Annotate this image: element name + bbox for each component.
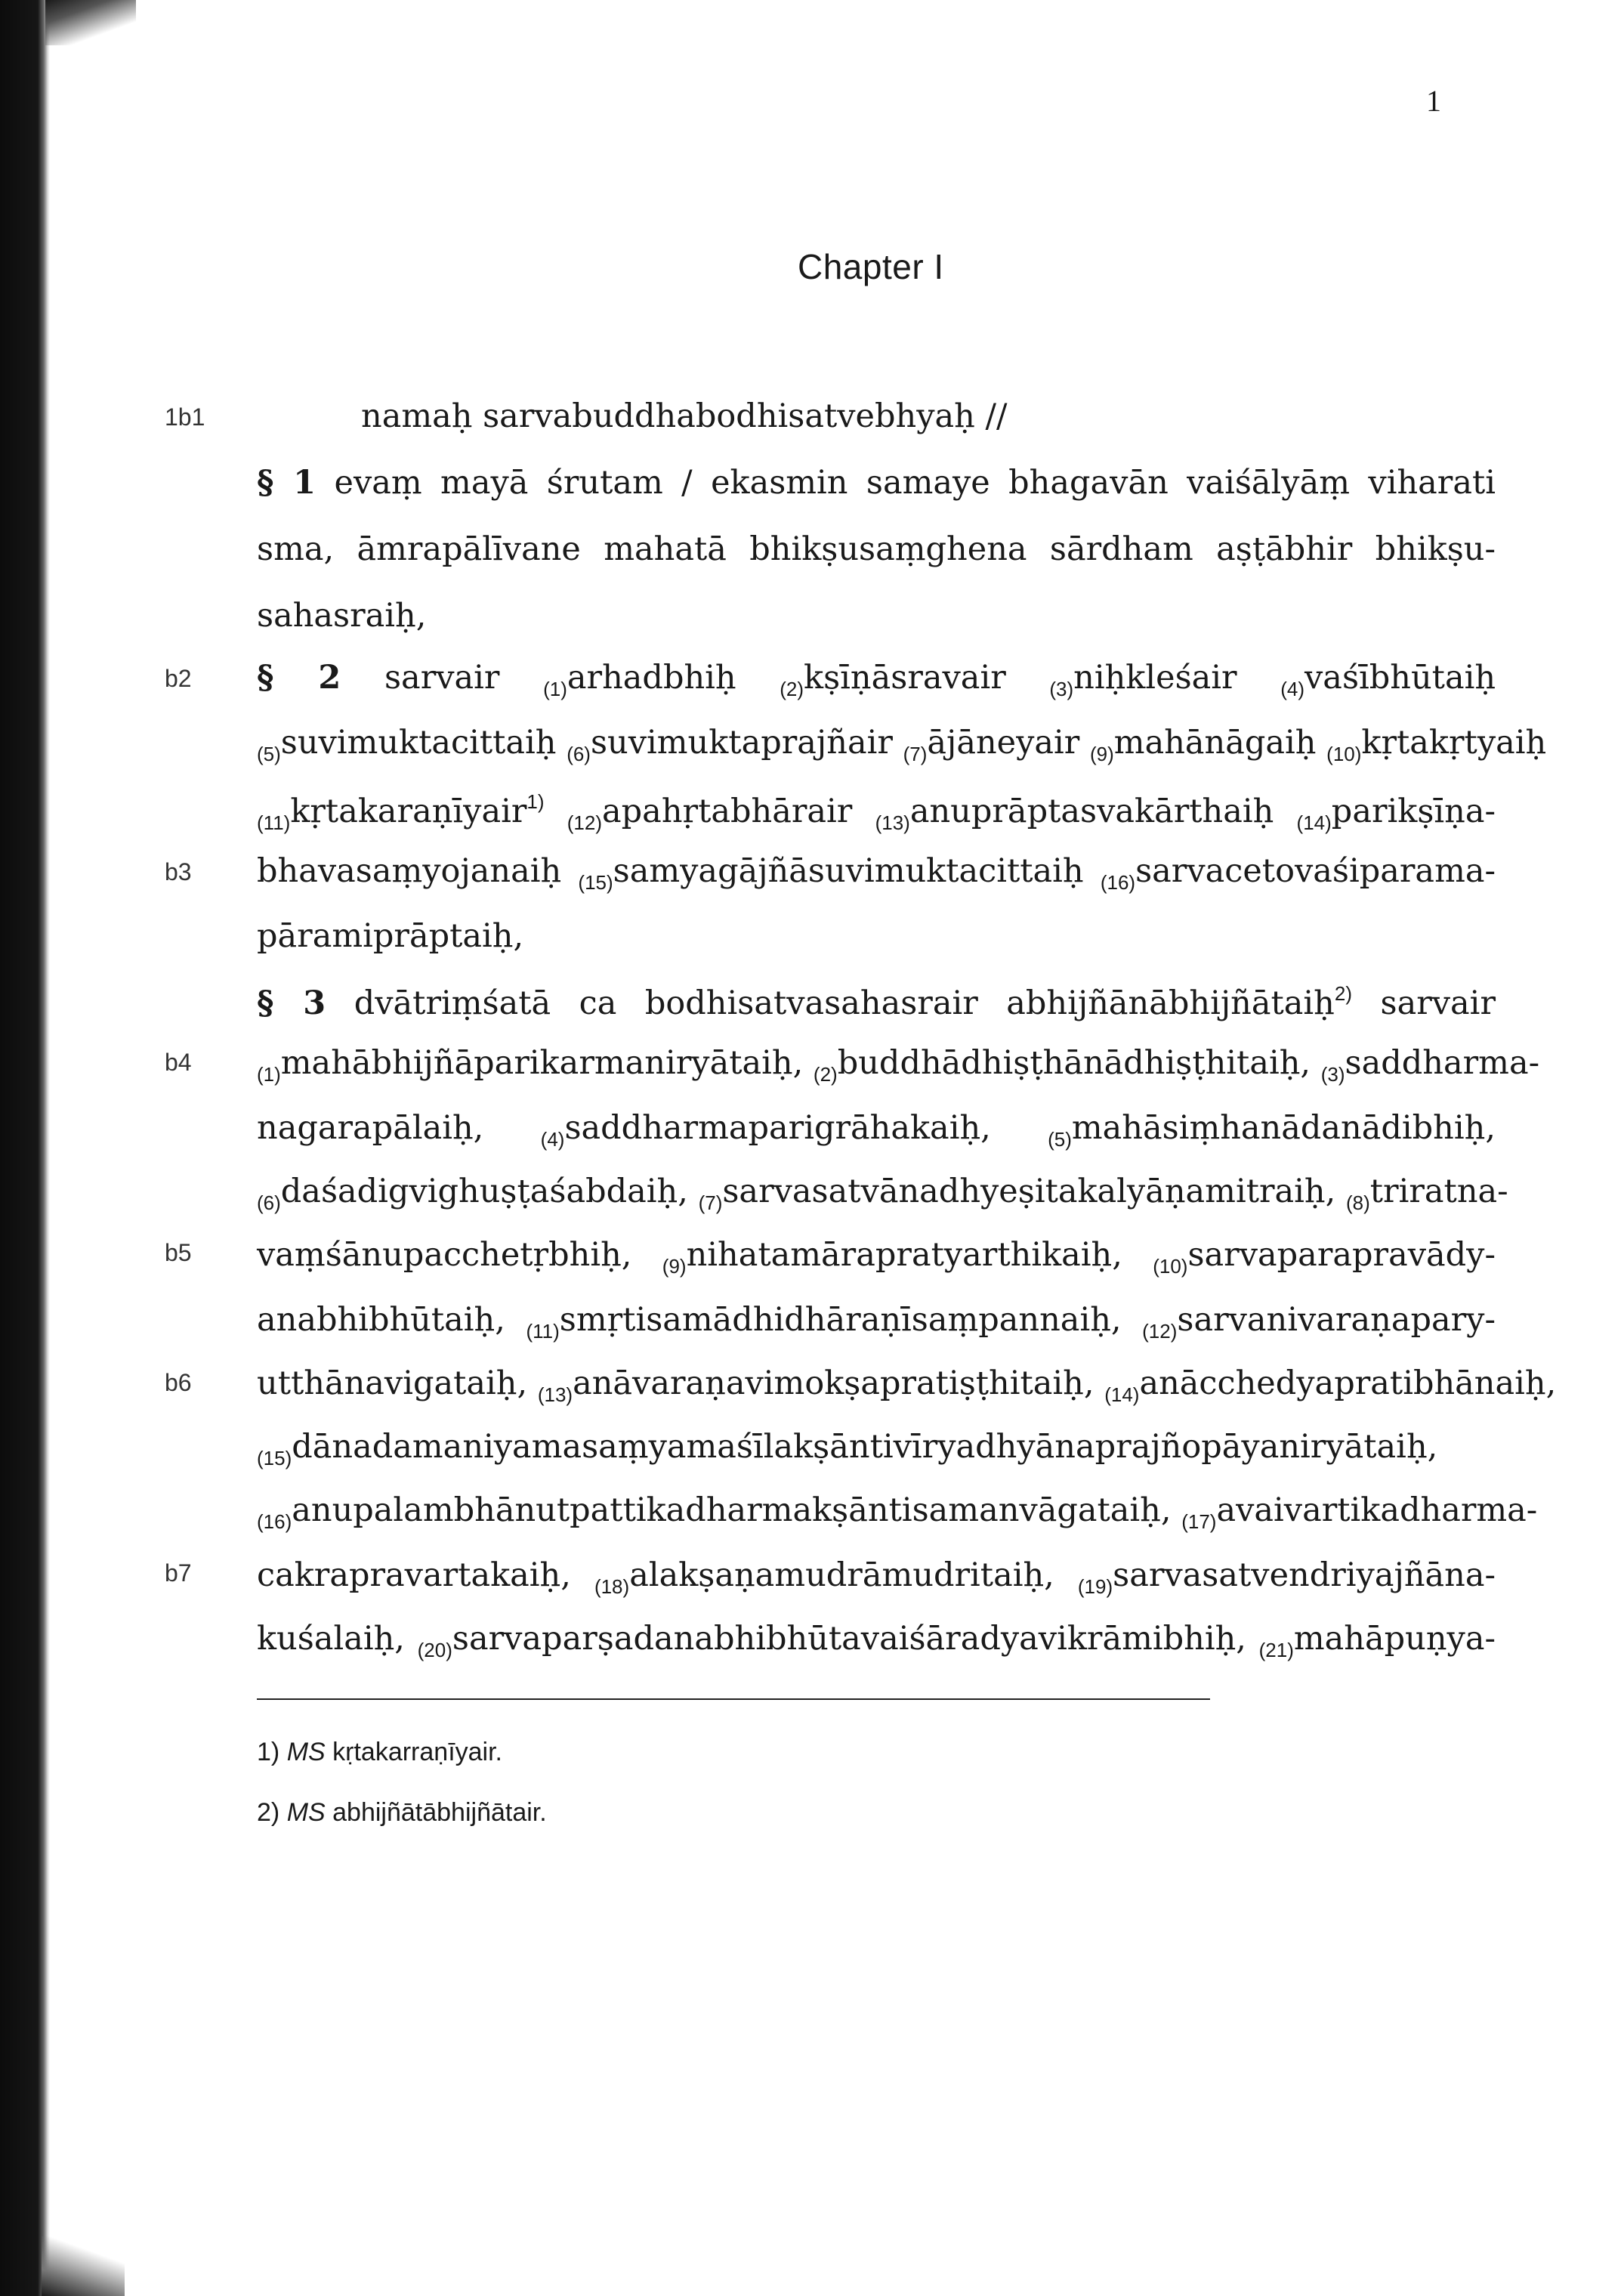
item-number: (18)	[594, 1575, 630, 1598]
text-run: arhadbhiḥ	[567, 659, 736, 697]
text-line	[257, 984, 1496, 1020]
text-run: niḥkleśair	[1073, 659, 1237, 697]
text-run: samyagājñāsuvimuktacittaiḥ	[613, 852, 1084, 890]
page-number: 1	[1426, 84, 1441, 118]
item-number: (16)	[1100, 871, 1136, 894]
item-number: (10)	[1326, 743, 1362, 765]
text-line	[257, 1364, 1557, 1406]
text-run: smṛtisamādhidhāraṇīsaṃpannaiḥ,	[559, 1301, 1122, 1339]
text-run: sarvanivaraṇapary-	[1177, 1301, 1496, 1339]
text-run: kṛtakṛtyaiḥ	[1361, 724, 1547, 762]
text-run: sarvacetovaśiparama-	[1135, 852, 1496, 890]
text-line	[257, 1556, 1496, 1598]
text-run: mahāpuṇya-	[1293, 1620, 1496, 1658]
item-number: (15)	[578, 871, 613, 894]
text-run: suvimuktacittaiḥ	[280, 724, 557, 762]
text-run: pāramiprāptaiḥ,	[257, 917, 524, 955]
text-line	[257, 1109, 1496, 1151]
item-number: (12)	[1142, 1320, 1178, 1343]
text-line	[257, 1491, 1538, 1533]
item-number: (2)	[813, 1063, 838, 1086]
section-mark: § 1	[257, 464, 316, 502]
item-number: (5)	[257, 743, 281, 765]
margin-ref: b4	[165, 1049, 192, 1076]
item-number: (11)	[526, 1320, 560, 1343]
text-run: apahṛtabhārair	[602, 793, 853, 830]
text-run: anuprāptasvakārthaiḥ	[909, 793, 1274, 830]
text-line	[257, 1301, 1496, 1343]
text-line	[257, 917, 1496, 955]
text-run: nihatamārapratyarthikaiḥ,	[686, 1236, 1122, 1274]
text-run: utthānavigataiḥ,	[257, 1364, 528, 1402]
footnote-text: kṛtakarraṇīyair.	[332, 1738, 502, 1766]
text-run: saddharma-	[1345, 1044, 1540, 1082]
footnote-number: 1)	[257, 1738, 280, 1766]
text-run: buddhādhiṣṭhānādhiṣṭhitaiḥ,	[837, 1044, 1311, 1082]
text-line	[257, 659, 1496, 700]
item-number: (16)	[257, 1510, 292, 1533]
text-line	[257, 852, 1496, 894]
text-line	[257, 1428, 1496, 1469]
item-number: (6)	[257, 1191, 281, 1214]
chapter-title: Chapter I	[798, 247, 944, 286]
item-number: (1)	[257, 1063, 281, 1086]
text-run: anāvaraṇavimokṣapratiṣṭhitaiḥ,	[573, 1364, 1095, 1402]
item-number: (20)	[417, 1639, 452, 1661]
text-line	[257, 792, 1496, 833]
footnote-number: 2)	[257, 1798, 280, 1827]
footnote-ref: 2)	[1334, 982, 1352, 1005]
binding-shadow	[0, 0, 50, 2296]
margin-ref: b3	[165, 858, 192, 885]
text-run: avaivartikadharma-	[1216, 1491, 1538, 1529]
text-run: ājāneyair	[927, 724, 1080, 762]
item-number: (1)	[543, 678, 567, 700]
text-run: sarvasatvendriyajñāna-	[1113, 1556, 1496, 1594]
text-run: kṣīṇāsravair	[804, 659, 1006, 697]
text-run: mahānāgaiḥ	[1113, 724, 1317, 762]
item-number: (7)	[903, 743, 928, 765]
item-number: (2)	[780, 678, 804, 700]
text-run: anabhibhūtaiḥ,	[257, 1301, 505, 1339]
margin-ref: b6	[165, 1369, 192, 1396]
text-run: mahābhijñāparikarmaniryātaiḥ,	[280, 1044, 804, 1082]
footnote-ref: 1)	[526, 790, 545, 813]
text-run: cakrapravartakaiḥ,	[257, 1556, 571, 1594]
text-run: alakṣaṇamudrāmudritaiḥ,	[629, 1556, 1054, 1594]
text-run: sarvair	[384, 659, 500, 697]
item-number: (9)	[662, 1255, 687, 1278]
text-run: anupalambhānutpattikadharmakṣāntisamanvāgataiḥ,	[292, 1491, 1172, 1529]
item-number: (5)	[1048, 1128, 1072, 1151]
text-run: saddharmaparigrāhakaiḥ,	[564, 1109, 991, 1147]
item-number: (17)	[1181, 1510, 1217, 1533]
binding-shadow-bottom	[42, 2236, 125, 2296]
text-run: sarvaparapravādy-	[1187, 1236, 1496, 1274]
text-line	[257, 597, 1496, 635]
text-run: dānadamaniyamasaṃyamaśīlakṣāntivīryadhyānaprajñopāyaniryātaiḥ,	[292, 1428, 1438, 1466]
item-number: (3)	[1320, 1063, 1345, 1086]
item-number: (13)	[537, 1383, 573, 1406]
item-number: (4)	[1280, 678, 1305, 700]
text-run: namaḥ sarvabuddhabodhisatvebhyaḥ //	[361, 397, 1008, 435]
text-run: sarvasatvānadhyeṣitakalyāṇamitraiḥ,	[722, 1173, 1336, 1210]
item-number: (14)	[1104, 1383, 1140, 1406]
text-run: kṛtakaraṇīyair	[290, 793, 527, 830]
text-run: sahasraiḥ,	[257, 597, 427, 635]
text-line	[257, 464, 1496, 502]
text-run: anācchedyapratibhānaiḥ,	[1139, 1364, 1557, 1402]
item-number: (19)	[1077, 1575, 1113, 1598]
text-run: evaṃ mayā śrutam / ekasmin samaye bhagavān vaiśālyāṃ viharati	[334, 464, 1496, 502]
item-number: (9)	[1090, 743, 1114, 765]
text-line	[257, 1620, 1496, 1661]
text-run: bhavasaṃyojanaiḥ	[257, 852, 562, 890]
text-run: kuśalaiḥ,	[257, 1620, 405, 1658]
margin-ref: 1b1	[165, 403, 205, 431]
text-line	[361, 397, 1496, 435]
text-run: triratna-	[1369, 1173, 1508, 1210]
text-run: sarvaparṣadanabhibhūtavaiśāradyavikrāmibhiḥ,	[452, 1620, 1246, 1658]
margin-ref: b2	[165, 665, 192, 692]
text-run: nagarapālaiḥ,	[257, 1109, 484, 1147]
item-number: (6)	[567, 743, 591, 765]
margin-ref: b5	[165, 1239, 192, 1266]
item-number: (13)	[875, 811, 910, 834]
item-number: (11)	[257, 811, 291, 834]
footnote	[257, 1738, 502, 1767]
item-number: (21)	[1258, 1639, 1294, 1661]
item-number: (3)	[1049, 678, 1074, 700]
text-run: vaṃśānupacchetṛbhiḥ,	[257, 1236, 632, 1274]
item-number: (8)	[1345, 1191, 1370, 1214]
text-run: daśadigvighuṣṭaśabdaiḥ,	[280, 1173, 688, 1210]
text-line	[257, 530, 1496, 568]
footnote-siglum: MS	[286, 1798, 326, 1827]
margin-ref: b7	[165, 1559, 192, 1587]
item-number: (15)	[257, 1447, 292, 1469]
item-number: (12)	[567, 811, 603, 834]
binding-shadow-top	[45, 0, 136, 45]
item-number: (14)	[1296, 811, 1332, 834]
item-number: (7)	[698, 1191, 723, 1214]
section-mark: § 3	[257, 984, 326, 1022]
footnote-text: abhijñātābhijñātair.	[332, 1798, 547, 1827]
text-line	[257, 1236, 1496, 1278]
footnote	[257, 1798, 547, 1828]
text-run: suvimuktaprajñair	[590, 724, 893, 762]
item-number: (10)	[1153, 1255, 1188, 1278]
text-run: vaśībhūtaiḥ	[1304, 659, 1496, 697]
text-line	[257, 1173, 1508, 1214]
text-line	[257, 724, 1547, 765]
footnote-siglum: MS	[286, 1738, 326, 1766]
text-run: dvātriṃśatā ca bodhisatvasahasrair abhijñānābhijñātaiḥ	[354, 984, 1335, 1022]
text-run: sarvair	[1380, 984, 1496, 1022]
text-run: sma, āmrapālīvane mahatā bhikṣusaṃghena sārdham aṣṭābhir bhikṣu-	[257, 530, 1496, 568]
footnote-divider	[257, 1698, 1210, 1700]
section-mark: § 2	[257, 659, 341, 697]
text-run: mahāsiṃhanādanādibhiḥ,	[1071, 1109, 1496, 1147]
text-run: parikṣīṇa-	[1331, 793, 1496, 830]
text-line	[257, 1044, 1540, 1086]
item-number: (4)	[540, 1128, 565, 1151]
